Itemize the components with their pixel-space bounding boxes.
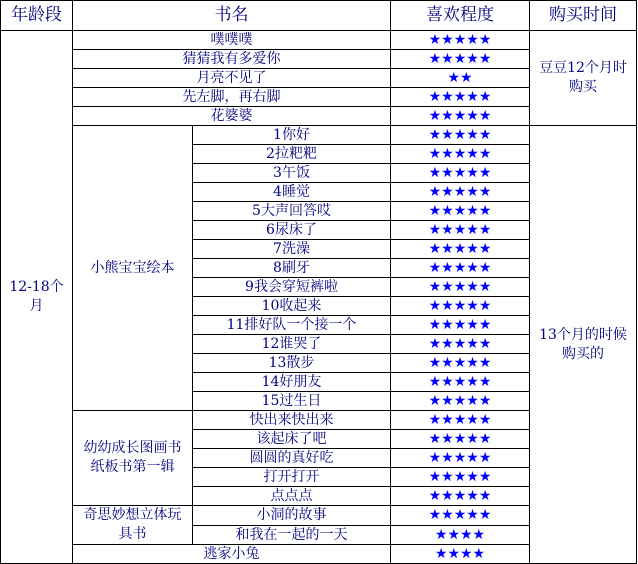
book-title: 猜猜我有多爱你 [73, 50, 391, 69]
rating-stars: ★★★★★ [391, 183, 530, 202]
series-cell: 小熊宝宝绘本 [73, 126, 193, 411]
book-title: 5大声回答哎 [193, 202, 391, 221]
book-title: 点点点 [193, 487, 391, 506]
rating-stars: ★★★★★ [391, 145, 530, 164]
rating-stars: ★★ [391, 69, 530, 88]
book-title: 3午饭 [193, 164, 391, 183]
book-title: 2拉粑粑 [193, 145, 391, 164]
book-title: 1你好 [193, 126, 391, 145]
rating-stars: ★★★★★ [391, 297, 530, 316]
rating-stars: ★★★★★ [391, 335, 530, 354]
rating-stars: ★★★★★ [391, 506, 530, 526]
rating-stars: ★★★★★ [391, 430, 530, 449]
header-title: 书名 [73, 1, 391, 31]
header-age: 年龄段 [1, 1, 73, 31]
book-title: 13散步 [193, 354, 391, 373]
rating-stars: ★★★★★ [391, 202, 530, 221]
header-row [1, 1, 637, 31]
book-title: 9我会穿短裤啦 [193, 278, 391, 297]
rating-stars: ★★★★ [391, 525, 530, 545]
rating-stars: ★★★★★ [391, 468, 530, 487]
rating-stars: ★★★★★ [391, 107, 530, 126]
book-title: 15过生日 [193, 392, 391, 411]
book-title: 月亮不见了 [73, 69, 391, 88]
rating-stars: ★★★★★ [391, 316, 530, 335]
book-title: 打开打开 [193, 468, 391, 487]
rating-stars: ★★★★★ [391, 164, 530, 183]
book-title: 和我在一起的一天 [193, 525, 391, 545]
book-title: 逃家小兔 [73, 545, 391, 564]
book-title: 噗噗噗 [73, 31, 391, 50]
header-purchase: 购买时间 [530, 1, 637, 31]
table-row [1, 126, 637, 145]
table-row [1, 31, 637, 50]
rating-stars: ★★★★★ [391, 240, 530, 259]
book-title: 14好朋友 [193, 373, 391, 392]
book-title: 小洞的故事 [193, 506, 391, 526]
book-title: 4睡觉 [193, 183, 391, 202]
book-title: 快出来快出来 [193, 411, 391, 430]
purchase-time-cell: 13个月的时候购买的 [530, 126, 637, 564]
rating-stars: ★★★★★ [391, 392, 530, 411]
book-title: 先左脚，再右脚 [73, 88, 391, 107]
purchase-time-cell: 豆豆12个月时购买 [530, 31, 637, 126]
series-cell: 幼幼成长图画书纸板书第一辑 [73, 411, 193, 506]
book-title: 7洗澡 [193, 240, 391, 259]
rating-stars: ★★★★★ [391, 259, 530, 278]
book-title: 6尿床了 [193, 221, 391, 240]
rating-stars: ★★★★★ [391, 278, 530, 297]
rating-stars: ★★★★★ [391, 411, 530, 430]
book-title: 10收起来 [193, 297, 391, 316]
rating-stars: ★★★★ [391, 545, 530, 564]
series-cell: 奇思妙想立体玩具书 [73, 506, 193, 545]
rating-stars: ★★★★★ [391, 221, 530, 240]
rating-stars: ★★★★★ [391, 31, 530, 50]
book-title: 8刷牙 [193, 259, 391, 278]
rating-stars: ★★★★★ [391, 373, 530, 392]
rating-stars: ★★★★★ [391, 126, 530, 145]
book-title: 12谁哭了 [193, 335, 391, 354]
rating-stars: ★★★★★ [391, 487, 530, 506]
rating-stars: ★★★★★ [391, 449, 530, 468]
rating-stars: ★★★★★ [391, 354, 530, 373]
book-title: 该起床了吧 [193, 430, 391, 449]
rating-stars: ★★★★★ [391, 88, 530, 107]
book-title: 11排好队一个接一个 [193, 316, 391, 335]
age-group-cell: 12-18个月 [1, 31, 73, 564]
book-title: 圆圆的真好吃 [193, 449, 391, 468]
book-title: 花婆婆 [73, 107, 391, 126]
header-rating: 喜欢程度 [391, 1, 530, 31]
rating-stars: ★★★★★ [391, 50, 530, 69]
